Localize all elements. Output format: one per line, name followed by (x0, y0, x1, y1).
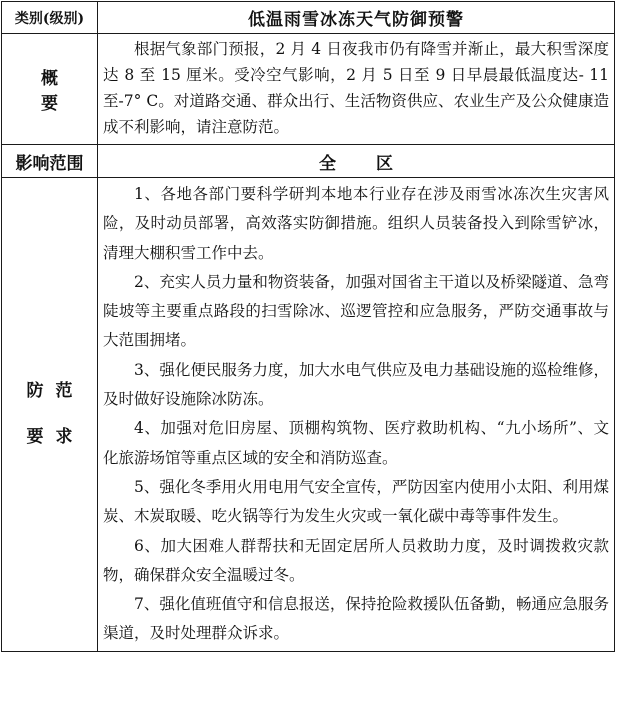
header-row (2, 2, 615, 34)
requirement-item: 6、加大困难人群帮扶和无固定居所人员救助力度，及时调拨救灾款物，确保群众安全温暖过冬。 (103, 536, 609, 584)
overview-label: 概 要 (2, 34, 98, 145)
requirement-item: 1、各地各部门要科学研判本地本行业存在涉及雨雪冰冻次生灾害风险，及时动员部署，高效落实防御措施。组织人员装备投入到除雪铲冰，清理大棚积雪工作中去。 (103, 185, 609, 262)
requirements-label-line1: 防范 (26, 381, 85, 402)
requirement-item: 2、充实人员力量和物资装备，加强对国省主干道以及桥梁隧道、急弯陡坡等主要重点路段的扫雪除冰、巡逻管控和应急服务，严防交通事故与大范围拥堵。 (103, 272, 609, 350)
requirement-item: 4、加强对危旧房屋、顶棚构筑物、医疗救助机构、“九小场所”、文化旅游场馆等重点区域的安全和消防巡查。 (103, 419, 609, 467)
requirements-row (2, 178, 615, 652)
scope-row (2, 145, 615, 178)
overview-row (2, 34, 615, 145)
requirements-label (2, 178, 98, 652)
requirements-label-line2: 要求 (26, 427, 85, 448)
requirement-item: 5、强化冬季用火用电用气安全宣传，严防因室内使用小太阳、利用煤炭、木炭取暖、吃火锅等行为发生火灾或一氧化碳中毒等事件发生。 (103, 477, 609, 526)
requirement-item: 7、强化值班值守和信息报送，保持抢险救援队伍备勤，畅通应急服务渠道，及时处理群众诉求。 (103, 595, 609, 643)
overview-cell (98, 34, 615, 145)
requirement-item: 3、强化便民服务力度，加大水电气供应及电力基础设施的巡检维修，及时做好设施除冰防冻。 (103, 360, 609, 409)
scope-label: 影响范围 (2, 145, 98, 178)
requirements-cell (98, 178, 615, 652)
notice-title: 低温雨雪冰冻天气防御预警 (98, 2, 615, 34)
scope-value: 全区 (98, 145, 615, 178)
category-label: 类别(级别) (2, 2, 98, 34)
warning-notice-table (1, 1, 615, 652)
overview-text: 根据气象部门预报，2 月 4 日夜我市仍有降雪并渐止，最大积雪深度达 8 至 15 厘米。受冷空气影响，2 月 5 日至 9 日早晨最低温度达- 11 至-7° C。对道路交通、群众出行、生活物资供应、农业生产及公众健康造成不利影响，请注意防范。 (103, 40, 609, 136)
